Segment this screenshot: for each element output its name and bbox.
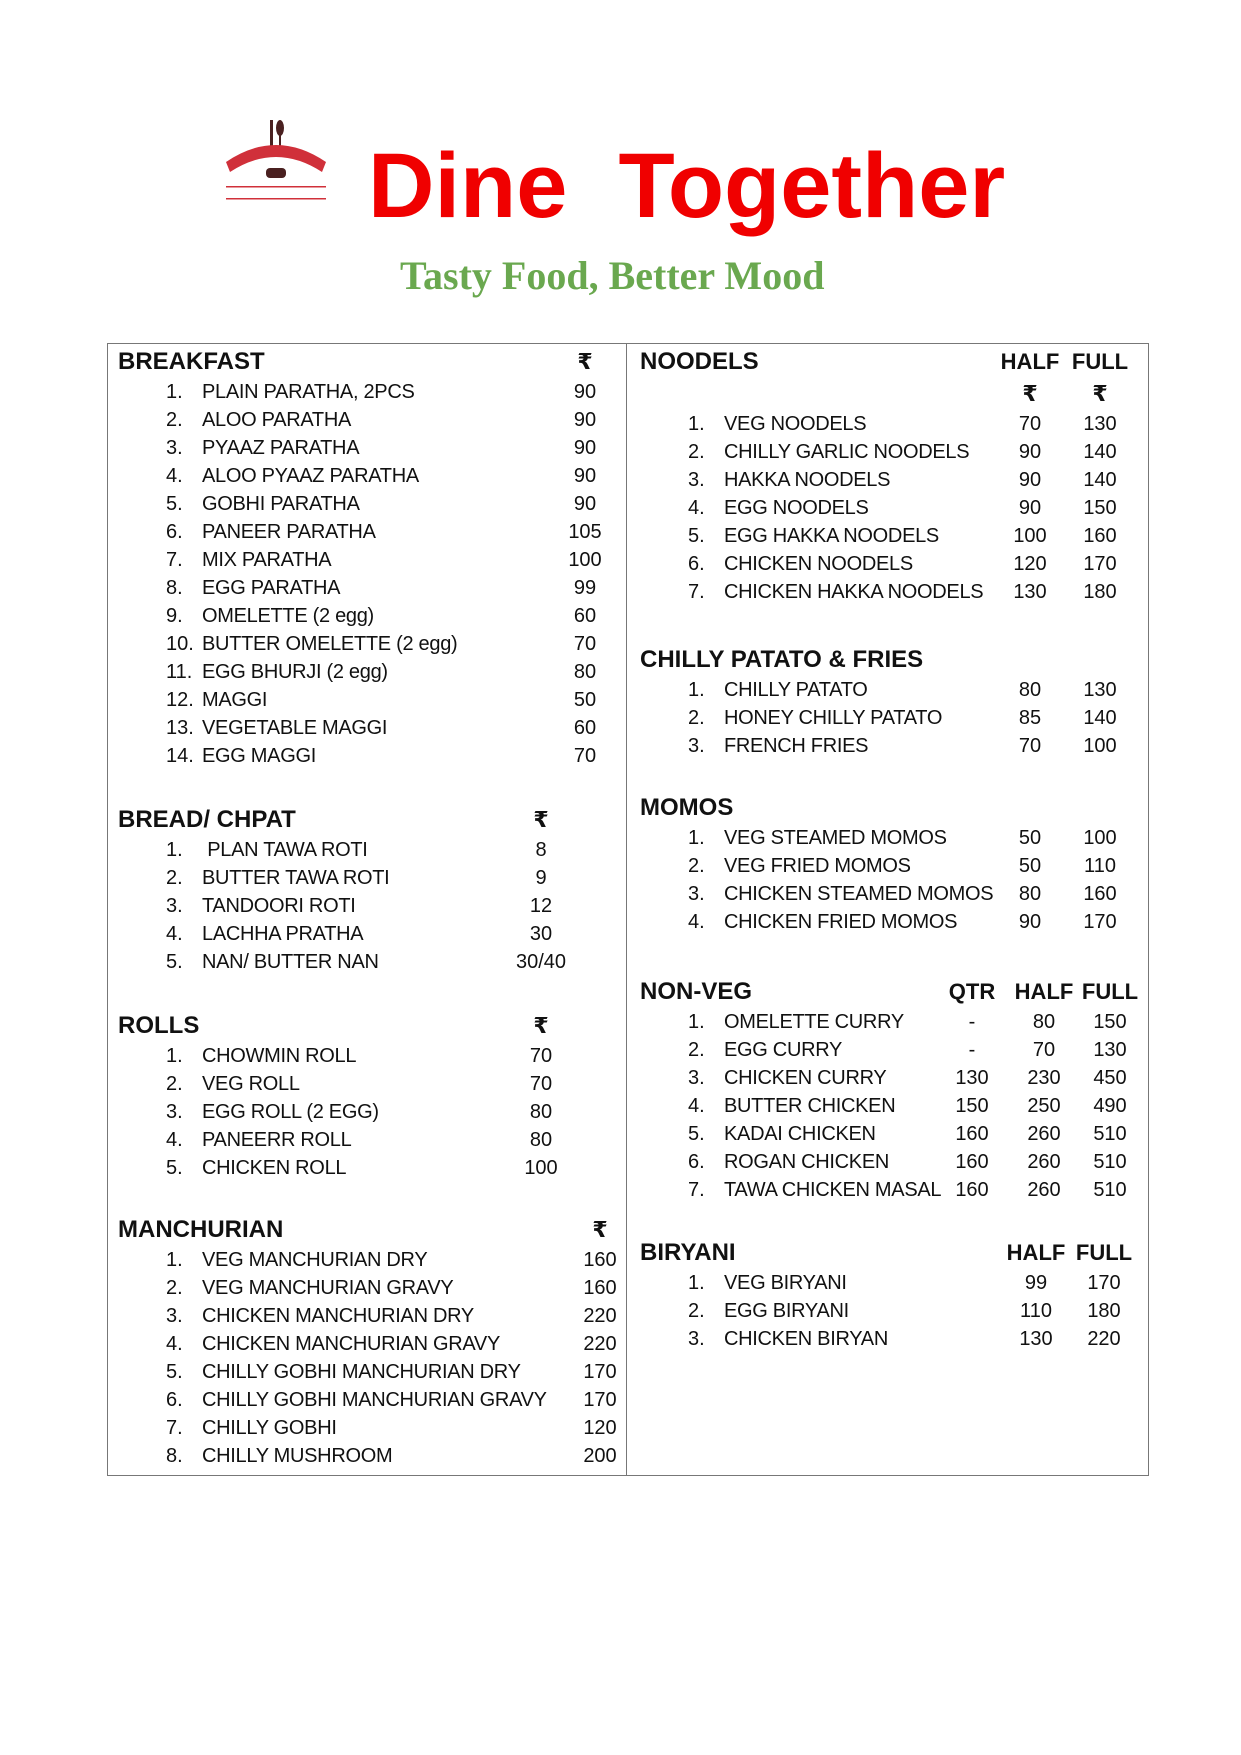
item-price: 450 [1093,1067,1127,1089]
item-price: 80 [529,1101,553,1123]
item-price: 140 [1083,441,1117,463]
menu-item [640,1269,1140,1297]
item-number: 6. [688,1151,705,1173]
item-name: FRENCH FRIES [724,735,869,757]
menu-item [118,602,618,630]
section-title: ROLLS [118,1012,200,1039]
menu-item [118,1154,618,1182]
menu-item [118,574,618,602]
menu-item [640,578,1140,606]
section-title: MOMOS [640,794,734,821]
item-price: 60 [573,605,597,627]
menu-item [640,1092,1140,1120]
item-name: EGG HAKKA NOODELS [724,525,939,547]
item-price: 30/40 [515,951,567,973]
section-title: BIRYANI [640,1239,736,1266]
item-name: EGG PARATHA [202,577,341,599]
item-name: EGG BIRYANI [724,1300,849,1322]
item-price: 120 [1013,553,1047,575]
item-price: 110 [1020,1300,1052,1322]
item-price: 70 [573,633,597,655]
item-number: 5. [166,493,183,515]
item-number: 2. [166,1277,183,1299]
item-number: 4. [166,1333,183,1355]
item-price: 80 [1018,679,1042,701]
item-name: EGG ROLL (2 EGG) [202,1101,379,1123]
menu-item [118,836,618,864]
menu-item [118,630,618,658]
item-number: 1. [166,1249,183,1271]
item-name: CHILLY MUSHROOM [202,1445,393,1467]
menu-item [118,1098,618,1126]
item-number: 3. [166,1101,183,1123]
item-price: 130 [1013,581,1047,603]
menu-item [118,1386,618,1414]
item-number: 2. [166,867,183,889]
item-name: MIX PARATHA [202,549,332,571]
item-price: 70 [1032,1039,1056,1061]
item-name: VEG MANCHURIAN DRY [202,1249,428,1271]
item-number: 4. [688,1095,705,1117]
item-number: 1. [166,381,183,403]
item-number: 1. [688,413,705,435]
item-price: 9 [535,867,547,889]
item-number: 7. [688,1179,705,1201]
item-price: 90 [1018,911,1042,933]
item-number: 11. [166,661,193,683]
item-price: 90 [573,493,597,515]
item-name: CHICKEN NOODELS [724,553,913,575]
item-name: BUTTER CHICKEN [724,1095,896,1117]
rupee-column-header: ₹ [1022,381,1038,406]
section-title: MANCHURIAN [118,1216,284,1243]
menu-item [640,438,1140,466]
item-name: TANDOORI ROTI [202,895,356,917]
menu-item [640,908,1140,936]
item-price: 250 [1027,1095,1061,1117]
item-number: 3. [688,735,705,757]
column-header-qtr: QTR [948,979,996,1004]
item-number: 5. [166,1157,183,1179]
menu-item [118,686,618,714]
item-price: 160 [955,1151,989,1173]
item-price: 50 [1018,855,1042,877]
item-name: PLAIN PARATHA, 2PCS [202,381,415,403]
item-name: VEG STEAMED MOMOS [724,827,947,849]
item-name: VEG ROLL [202,1073,300,1095]
item-name: VEG FRIED MOMOS [724,855,911,877]
item-name: KADAI CHICKEN [724,1123,876,1145]
item-number: 2. [688,1300,705,1322]
rupee-column-header: ₹ [592,1217,608,1242]
menu-item [118,920,618,948]
menu-item [640,1120,1140,1148]
item-number: 1. [166,1045,183,1067]
column-divider [626,343,627,1475]
item-number: 1. [166,839,183,861]
menu-item [118,546,618,574]
item-name: CHICKEN MANCHURIAN DRY [202,1305,474,1327]
item-price: 70 [1018,735,1042,757]
menu-item [640,1325,1140,1353]
item-number: 1. [688,679,705,701]
item-price: 160 [1083,883,1117,905]
item-name: GOBHI PARATHA [202,493,360,515]
item-price: 170 [1083,553,1117,575]
item-name: CHICKEN MANCHURIAN GRAVY [202,1333,501,1355]
item-number: 10. [166,633,194,655]
item-price: - [968,1011,976,1033]
item-number: 5. [688,1123,705,1145]
menu-item [640,522,1140,550]
menu-item [118,1042,618,1070]
item-price: 85 [1018,707,1042,729]
item-price: 170 [1083,911,1117,933]
menu-item [640,880,1140,908]
item-number: 8. [166,1445,183,1467]
menu-item [640,1064,1140,1092]
item-price: 150 [1083,497,1117,519]
item-price: 105 [568,521,602,543]
item-name: CHICKEN ROLL [202,1157,347,1179]
item-number: 2. [166,1073,183,1095]
item-price: 90 [573,437,597,459]
menu-item [118,1070,618,1098]
item-number: 3. [688,1328,705,1350]
item-name: HAKKA NOODELS [724,469,891,491]
item-price: 90 [1018,469,1042,491]
menu-item [640,1008,1140,1036]
item-name: CHICKEN HAKKA NOODELS [724,581,984,603]
item-number: 3. [166,437,183,459]
item-name: CHICKEN STEAMED MOMOS [724,883,994,905]
menu-item [640,852,1140,880]
item-number: 4. [166,1129,183,1151]
item-price: 100 [568,549,602,571]
section-title: BREAD/ CHPAT [118,806,296,833]
item-price: 80 [529,1129,553,1151]
menu-item [640,466,1140,494]
item-name: PYAAZ PARATHA [202,437,360,459]
item-name: BUTTER OMELETTE (2 egg) [202,633,458,655]
item-name: ALOO PARATHA [202,409,352,431]
item-price: 160 [955,1123,989,1145]
item-price: 30 [529,923,553,945]
menu-item [118,434,618,462]
menu-item [118,1302,618,1330]
menu-item [118,1274,618,1302]
item-price: 90 [1018,441,1042,463]
item-name: CHILLY GARLIC NOODELS [724,441,970,463]
item-price: 490 [1093,1095,1127,1117]
item-name: HONEY CHILLY PATATO [724,707,943,729]
item-price: 220 [583,1333,617,1355]
item-price: 70 [573,745,597,767]
item-name: CHILLY GOBHI MANCHURIAN DRY [202,1361,521,1383]
item-name: PLAN TAWA ROTI [202,839,368,861]
item-price: 130 [955,1067,989,1089]
item-price: 130 [1019,1328,1053,1350]
column-header-full: FULL [1081,979,1139,1004]
item-number: 9. [166,605,183,627]
column-header-half: HALF [1000,349,1060,374]
item-price: 170 [1087,1272,1121,1294]
tagline: Tasty Food, Better Mood [400,253,825,298]
menu-item [118,714,618,742]
item-number: 3. [688,883,705,905]
item-price: 130 [1083,413,1117,435]
item-number: 3. [688,1067,705,1089]
item-price: 70 [529,1045,553,1067]
item-price: 80 [1018,883,1042,905]
item-number: 3. [688,469,705,491]
menu-item [118,1414,618,1442]
item-number: 6. [166,1389,183,1411]
item-price: 510 [1093,1151,1127,1173]
menu-item [118,1126,618,1154]
column-header-half: HALF [1006,1240,1066,1265]
menu-item [640,824,1140,852]
item-name: BUTTER TAWA ROTI [202,867,390,889]
item-name: NAN/ BUTTER NAN [202,951,379,973]
item-price: 220 [1087,1328,1121,1350]
item-number: 7. [688,581,705,603]
item-number: 4. [688,497,705,519]
item-price: 90 [573,465,597,487]
item-number: 5. [688,525,705,547]
item-number: 4. [166,465,183,487]
item-name: CHICKEN FRIED MOMOS [724,911,958,933]
item-number: 2. [166,409,183,431]
item-price: 70 [529,1073,553,1095]
item-price: 100 [524,1157,558,1179]
item-number: 3. [166,1305,183,1327]
menu-item [118,742,618,770]
item-number: 5. [166,1361,183,1383]
item-price: 80 [573,661,597,683]
menu-item [118,658,618,686]
item-price: 160 [955,1179,989,1201]
column-header-full: FULL [1071,349,1129,374]
column-header-half: HALF [1014,979,1074,1004]
item-price: 170 [583,1389,617,1411]
item-price: 90 [1018,497,1042,519]
menu-item [640,410,1140,438]
item-number: 2. [688,441,705,463]
item-number: 7. [166,549,183,571]
item-number: 13. [166,717,194,739]
item-price: 8 [535,839,547,861]
item-number: 8. [166,577,183,599]
rupee-column-header: ₹ [1092,381,1108,406]
item-number: 1. [688,1272,705,1294]
menu-item [118,406,618,434]
item-price: 50 [573,689,597,711]
item-price: 50 [1018,827,1042,849]
item-name: PANEER PARATHA [202,521,376,543]
item-price: 260 [1027,1151,1061,1173]
item-price: 80 [1032,1011,1056,1033]
menu-item [118,892,618,920]
item-name: PANEERR ROLL [202,1129,352,1151]
item-price: 100 [1083,735,1117,757]
menu-item [118,462,618,490]
item-price: 510 [1093,1123,1127,1145]
rupee-column-header: ₹ [533,1013,549,1038]
rupee-column-header: ₹ [533,807,549,832]
item-price: 99 [1024,1272,1048,1294]
item-price: 140 [1083,469,1117,491]
item-name: EGG BHURJI (2 egg) [202,661,388,683]
item-number: 4. [688,911,705,933]
item-price: 60 [573,717,597,739]
menu-item [640,1297,1140,1325]
item-name: VEG BIRYANI [724,1272,847,1294]
item-name: OMELETTE CURRY [724,1011,904,1033]
restaurant-logo [218,118,334,206]
item-price: 130 [1093,1039,1127,1061]
item-name: CHILLY GOBHI [202,1417,337,1439]
item-number: 2. [688,707,705,729]
item-number: 6. [166,521,183,543]
item-price: 260 [1027,1123,1061,1145]
item-price: 180 [1083,581,1117,603]
menu-item [118,490,618,518]
item-price: 12 [529,895,553,917]
item-number: 2. [688,1039,705,1061]
menu-item [118,518,618,546]
item-price: 120 [583,1417,617,1439]
item-price: 90 [573,381,597,403]
menu-item [640,494,1140,522]
item-price: 150 [1093,1011,1127,1033]
item-price: 100 [1013,525,1047,547]
item-price: 100 [1083,827,1117,849]
item-name: MAGGI [202,689,268,711]
menu-item [640,1148,1140,1176]
menu-item [118,1442,618,1470]
section-title: NOODELS [640,348,759,375]
item-name: LACHHA PRATHA [202,923,364,945]
menu-item [118,864,618,892]
restaurant-name: Dine Together [368,135,1006,237]
item-number: 6. [688,553,705,575]
item-number: 5. [166,951,183,973]
item-name: CHILLY GOBHI MANCHURIAN GRAVY [202,1389,547,1411]
item-price: 160 [583,1249,617,1271]
menu-item [640,732,1140,760]
section-title: BREAKFAST [118,348,265,375]
menu-item [118,378,618,406]
menu-item [640,1036,1140,1064]
item-name: CHICKEN BIRYAN [724,1328,888,1350]
menu-item [640,704,1140,732]
menu-item [118,1358,618,1386]
item-name: CHICKEN CURRY [724,1067,887,1089]
item-name: CHILLY PATATO [724,679,868,701]
item-number: 3. [166,895,183,917]
item-number: 1. [688,1011,705,1033]
item-name: EGG NOODELS [724,497,869,519]
item-price: 160 [1083,525,1117,547]
item-number: 4. [166,923,183,945]
section-title: NON-VEG [640,978,753,1005]
item-price: - [968,1039,976,1061]
item-name: VEGETABLE MAGGI [202,717,388,739]
item-number: 7. [166,1417,183,1439]
item-price: 260 [1027,1179,1061,1201]
item-name: CHOWMIN ROLL [202,1045,357,1067]
menu-item [118,948,618,976]
menu-item [640,550,1140,578]
item-price: 70 [1018,413,1042,435]
item-price: 99 [573,577,597,599]
item-name: EGG CURRY [724,1039,843,1061]
item-price: 220 [583,1305,617,1327]
item-number: 2. [688,855,705,877]
item-name: ROGAN CHICKEN [724,1151,890,1173]
item-price: 160 [583,1277,617,1299]
item-name: VEG NOODELS [724,413,867,435]
rupee-column-header: ₹ [577,349,593,374]
item-price: 200 [583,1445,617,1467]
item-price: 130 [1083,679,1117,701]
section-title: CHILLY PATATO & FRIES [640,646,924,673]
item-price: 110 [1084,855,1116,877]
item-name: EGG MAGGI [202,745,316,767]
item-price: 510 [1093,1179,1127,1201]
menu-item [640,676,1140,704]
item-number: 14. [166,745,194,767]
item-name: VEG MANCHURIAN GRAVY [202,1277,454,1299]
item-price: 230 [1027,1067,1061,1089]
item-number: 1. [688,827,705,849]
item-price: 90 [573,409,597,431]
item-price: 140 [1083,707,1117,729]
item-price: 170 [583,1361,617,1383]
item-price: 180 [1087,1300,1121,1322]
menu-item [118,1330,618,1358]
item-name: TAWA CHICKEN MASAL [724,1179,942,1201]
item-name: OMELETTE (2 egg) [202,605,374,627]
column-header-full: FULL [1075,1240,1133,1265]
menu-item [640,1176,1140,1204]
item-number: 12. [166,689,194,711]
item-price: 150 [955,1095,989,1117]
item-name: ALOO PYAAZ PARATHA [202,465,419,487]
menu-item [118,1246,618,1274]
